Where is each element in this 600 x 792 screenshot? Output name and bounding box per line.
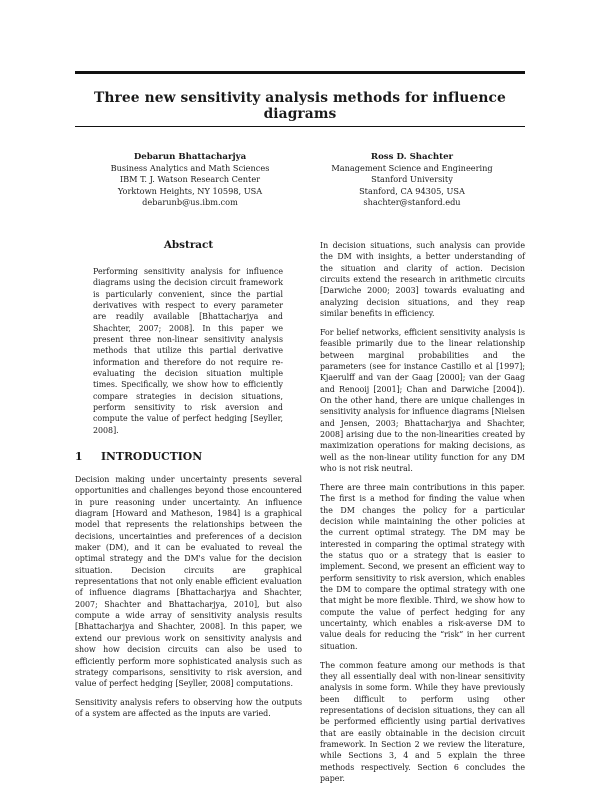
paragraph: The common feature among our methods is that they all essentially deal with non-linear sensitivity analysis in some form. While they have previously been difficult to perform using other representations of decision situations, they can all be performed efficiently using partial derivatives that are easily obtainable in the decision circuit framework. In Section 2 we review the literature, while Sections 3, 4 and 5 explain the three methods respectively. Section 6 concludes the paper. bbox=[320, 660, 525, 783]
section-title: INTRODUCTION bbox=[101, 450, 203, 463]
author-block bbox=[312, 152, 512, 208]
right-column-body bbox=[320, 240, 525, 792]
paragraph: Sensitivity analysis refers to observing how the outputs of a system are affected as the inputs are varied. bbox=[75, 698, 302, 719]
author-name: Debarun Bhattacharjya bbox=[133, 152, 247, 162]
author-email: shachter@stanford.edu bbox=[363, 196, 461, 207]
paragraph: Decision making under uncertainty presents several opportunities and challenges beyond those encountered in pure reasoning under uncertainty. An influence diagram [Howard and Matheson, 1984] is a graphical model that represents the relationships between the decisions, uncertainties and preferences of a decision maker (DM), and it can be evaluated to reveal the optimal strategy and the DM's value for the decision situation. Decision circuits are graphical representations that not only enable efficient evaluation of influence diagrams [Bhattacharjya and Shachter, 2007; Shachter and Bhattacharjya, 2010], but also compute a wide array of sensitivity analysis results [Bhattacharjya and Shachter, 2008]. In this paper, we extend our previous work on sensitivity analysis and show how decision circuits can also be used to efficiently perform more sophisticated analysis such as strategy comparisons, sensitivity to risk aversion, and value of perfect hedging [Seyller, 2008] computations. bbox=[75, 475, 302, 689]
paper-title: Three new sensitivity analysis methods for influence diagrams bbox=[94, 90, 506, 122]
author-affiliation: Stanford University bbox=[371, 174, 453, 185]
section-number: 1 bbox=[75, 450, 83, 463]
title-rule-top bbox=[75, 71, 525, 74]
section-heading bbox=[75, 450, 302, 463]
title-rule-bottom bbox=[75, 126, 525, 127]
left-column-body bbox=[75, 474, 302, 727]
author-affiliation: Management Science and Engineering bbox=[331, 163, 493, 174]
author-address: Stanford, CA 94305, USA bbox=[359, 185, 465, 196]
author-email: debarunb@us.ibm.com bbox=[142, 196, 238, 207]
author-address: Yorktown Heights, NY 10598, USA bbox=[117, 185, 263, 196]
author-block bbox=[90, 152, 290, 208]
author-affiliation: IBM T. J. Watson Research Center bbox=[119, 174, 261, 185]
abstract-heading: Abstract bbox=[163, 239, 214, 251]
paragraph: For belief networks, efficient sensitivity analysis is feasible primarily due to the linear relationship between marginal probabilities and the parameters (see for instance Castillo et al [1997]; Kjaerulff and van der Gaag [2000]; van der Gaag and Renooij [2001]; Chan and Darwiche [2004]). On the other hand, there are unique challenges in sensitivity analysis for influence diagrams [Nielsen and Jensen, 2003; Bhattacharjya and Shachter, 2008] arising due to the non-linearities created by maximization operations for making decisions, as well as the non-linear utility function for any DM who is not risk neutral. bbox=[320, 327, 525, 474]
paragraph: There are three main contributions in this paper. The first is a method for finding the value when the DM changes the policy for a particular decision while maintaining the other policies at the current optimal strategy. The DM may be interested in comparing the optimal strategy with the status quo or a strategy that is easier to implement. Second, we present an efficient way to perform sensitivity to risk aversion, which enables the DM to compare the optimal strategy with one that might be more flexible. Third, we show how to compute the value of perfect hedging for any uncertainty, which enables a risk-averse DM to value deals for reducing the “risk” in her current situation. bbox=[320, 482, 525, 651]
author-name: Ross D. Shachter bbox=[370, 152, 454, 162]
paragraph: In decision situations, such analysis can provide the DM with insights, a better understanding of the situation and clarity of action. Decision circuits extend the research in arithmetic circuits [Darwiche 2000; 2003] towards evaluating and analyzing decision situations, and they reap similar benefits in efficiency. bbox=[320, 241, 525, 319]
abstract-text: Performing sensitivity analysis for influence diagrams using the decision circuit framework is particularly convenient, since the partial derivatives with respect to every parameter are readily available [Bhattacharjya and Shachter, 2007; 2008]. In this paper we present three non-linear sensitivity analysis methods that utilize this partial derivative information and therefore do not require re-evaluating the decision situation multiple times. Specifically, we show how to efficiently compare strategies in decision situations, perform sensitivity to risk aversion and compute the value of perfect hedging [Seyller, 2008]. bbox=[93, 267, 283, 435]
author-affiliation: Business Analytics and Math Sciences bbox=[110, 163, 270, 174]
